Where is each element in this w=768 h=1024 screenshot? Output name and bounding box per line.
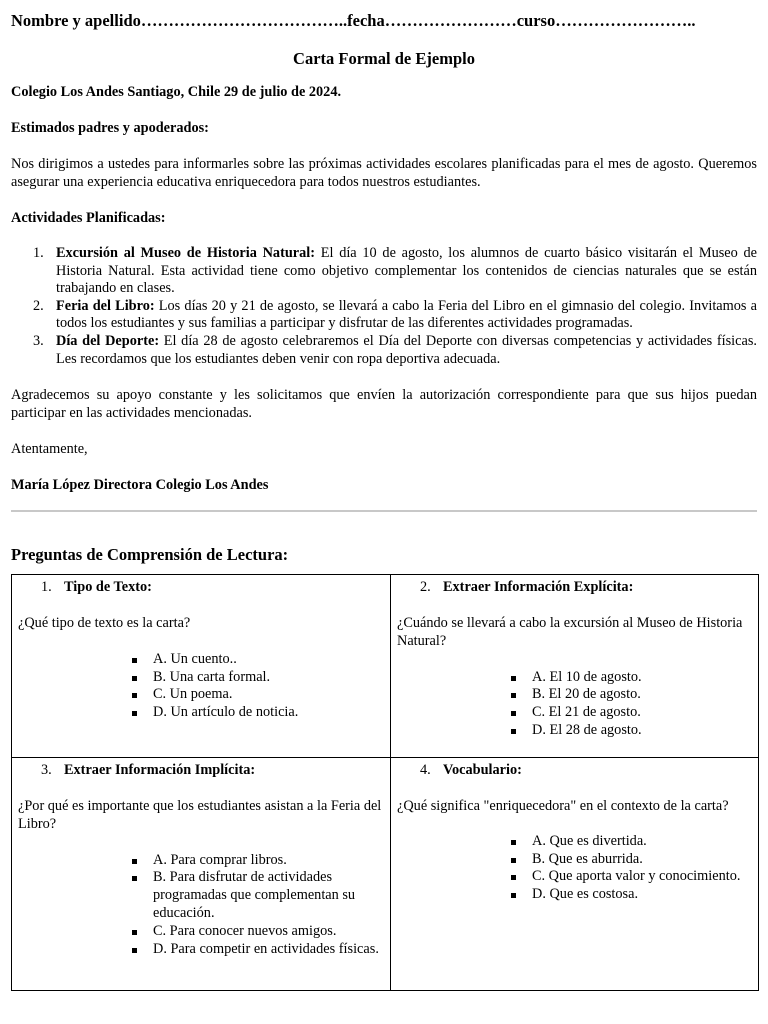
square-bullet-icon	[132, 676, 137, 681]
answer-option-text: D. Para competir en actividades físicas.	[153, 940, 379, 957]
answer-option-text: B. Que es aburrida.	[532, 850, 643, 867]
letter-greeting: Estimados padres y apoderados:	[11, 120, 209, 136]
square-bullet-icon	[132, 658, 137, 663]
square-bullet-icon	[511, 858, 516, 863]
activity-text: El día 28 de agosto celebraremos el Día del Deporte con diversas competencias y actividades físicas. Les recordamos que los estudiantes deben venir con ropa deportiva adecuada.	[56, 332, 757, 367]
answer-option-text: D. Un artículo de noticia.	[153, 704, 299, 721]
question-number: 3.	[41, 762, 52, 779]
name-label: Nombre y apellido	[11, 11, 141, 30]
question-number: 4.	[420, 762, 431, 779]
square-bullet-icon	[511, 729, 516, 734]
worksheet-page	[11, 10, 757, 991]
square-bullet-icon	[132, 711, 137, 716]
answer-option	[397, 704, 752, 722]
square-bullet-icon	[132, 930, 137, 935]
answer-option-text: A. Que es divertida.	[532, 832, 647, 849]
question-cell	[12, 575, 391, 758]
letter-place-date: Colegio Los Andes Santiago, Chile 29 de julio de 2024.	[11, 84, 342, 100]
square-bullet-icon	[511, 875, 516, 880]
answer-option	[397, 669, 752, 687]
question-heading	[18, 579, 384, 597]
square-bullet-icon	[511, 893, 516, 898]
answer-option	[397, 722, 752, 740]
answer-option	[18, 869, 384, 922]
question-heading-text: Vocabulario:	[443, 762, 522, 779]
activities-heading: Actividades Planificadas:	[11, 210, 166, 226]
question-heading-text: Extraer Información Explícita:	[443, 579, 634, 596]
activity-text: Los días 20 y 21 de agosto, se llevará a cabo la Feria del Libro en el gimnasio del colegio. Invitamos a todos los estudiantes y sus familias a participar y disfrutar de las diferentes actividades programadas.	[56, 297, 757, 332]
question-heading-text: Extraer Información Implícita:	[64, 762, 256, 779]
answer-option-text: C. Que aporta valor y conocimiento.	[532, 868, 741, 885]
answer-options	[18, 852, 384, 959]
square-bullet-icon	[511, 676, 516, 681]
activity-number: 3.	[33, 332, 44, 349]
course-label: curso	[516, 11, 556, 30]
answer-option	[18, 669, 384, 687]
activity-item	[11, 245, 757, 298]
square-bullet-icon	[511, 711, 516, 716]
question-heading-text: Tipo de Texto:	[64, 579, 152, 596]
question-heading	[397, 579, 752, 597]
answer-option	[397, 851, 752, 869]
answer-options	[397, 669, 752, 740]
question-cell	[12, 758, 391, 991]
activity-title: Día del Deporte:	[56, 332, 160, 349]
letter-intro: Nos dirigimos a ustedes para informarles sobre las próximas actividades escolares planificadas para el mes de agosto. Queremos asegurar una experiencia educativa enriquecedora para todos nuestros estudiantes.	[11, 156, 757, 190]
activity-item	[11, 298, 757, 333]
questions-table	[11, 574, 759, 991]
square-bullet-icon	[132, 693, 137, 698]
answer-option	[18, 704, 384, 722]
answer-option-text: D. El 28 de agosto.	[532, 721, 642, 738]
answer-option	[397, 886, 752, 904]
letter-closing-paragraph: Agradecemos su apoyo constante y les solicitamos que envíen la autorización correspondiente para que sus hijos puedan participar en las actividades mencionadas.	[11, 387, 757, 422]
answer-option	[397, 868, 752, 886]
question-text: ¿Qué significa "enriquecedora" en el contexto de la carta?	[397, 797, 729, 814]
question-heading	[397, 762, 752, 780]
answer-options	[18, 651, 384, 722]
letter-signature: María López Directora Colegio Los Andes	[11, 477, 269, 494]
questions-title: Preguntas de Comprensión de Lectura:	[11, 545, 289, 565]
answer-option-text: B. Para disfrutar de actividades programadas que complementan su educación.	[153, 869, 356, 921]
answer-option-text: C. Un poema.	[153, 686, 233, 703]
activity-title: Excursión al Museo de Historia Natural:	[56, 245, 316, 261]
activity-item	[11, 333, 757, 368]
activities-list	[11, 245, 757, 368]
activity-number: 2.	[33, 297, 44, 314]
question-cell	[391, 758, 759, 991]
student-info-line	[11, 10, 757, 32]
answer-option	[18, 923, 384, 941]
letter-farewell: Atentamente,	[11, 441, 88, 458]
course-blank: ……………………..	[555, 11, 696, 30]
activity-number: 1.	[33, 245, 44, 261]
question-number: 2.	[420, 579, 431, 596]
answer-option	[18, 651, 384, 669]
answer-option-text: B. El 20 de agosto.	[532, 686, 641, 703]
letter-title: Carta Formal de Ejemplo	[293, 49, 475, 68]
activity-title: Feria del Libro:	[56, 297, 155, 314]
answer-option	[18, 941, 384, 959]
question-heading	[18, 762, 384, 780]
date-label: fecha	[347, 11, 385, 30]
square-bullet-icon	[511, 840, 516, 845]
answer-option	[18, 686, 384, 704]
square-bullet-icon	[132, 876, 137, 881]
question-text: ¿Por qué es importante que los estudiantes asistan a la Feria del Libro?	[18, 797, 382, 832]
answer-option-text: A. El 10 de agosto.	[532, 668, 642, 685]
answer-option-text: A. Para comprar libros.	[153, 851, 287, 868]
answer-option	[397, 686, 752, 704]
answer-option-text: C. Para conocer nuevos amigos.	[153, 922, 337, 939]
answer-option	[397, 833, 752, 851]
date-blank: ……………………	[384, 11, 517, 30]
answer-option-text: D. Que es costosa.	[532, 886, 639, 903]
square-bullet-icon	[132, 948, 137, 953]
question-text: ¿Cuándo se llevará a cabo la excursión al Museo de Historia Natural?	[397, 614, 743, 649]
activity-text: El día 10 de agosto, los alumnos de cuarto básico visitarán el Museo de Historia Natural. Esta actividad tiene como objetivo complementar los contenidos de ciencias naturales que se están trabajando en clases.	[56, 245, 758, 297]
question-number: 1.	[41, 579, 52, 596]
answer-option-text: B. Una carta formal.	[153, 668, 271, 685]
section-divider	[11, 510, 757, 512]
answer-options	[397, 833, 752, 904]
question-text: ¿Qué tipo de texto es la carta?	[18, 614, 191, 631]
answer-option-text: C. El 21 de agosto.	[532, 704, 641, 721]
name-blank: ………………………………..	[140, 11, 348, 30]
square-bullet-icon	[511, 693, 516, 698]
question-cell	[391, 575, 759, 758]
square-bullet-icon	[132, 859, 137, 864]
answer-option	[18, 852, 384, 870]
answer-option-text: A. Un cuento..	[153, 650, 237, 667]
